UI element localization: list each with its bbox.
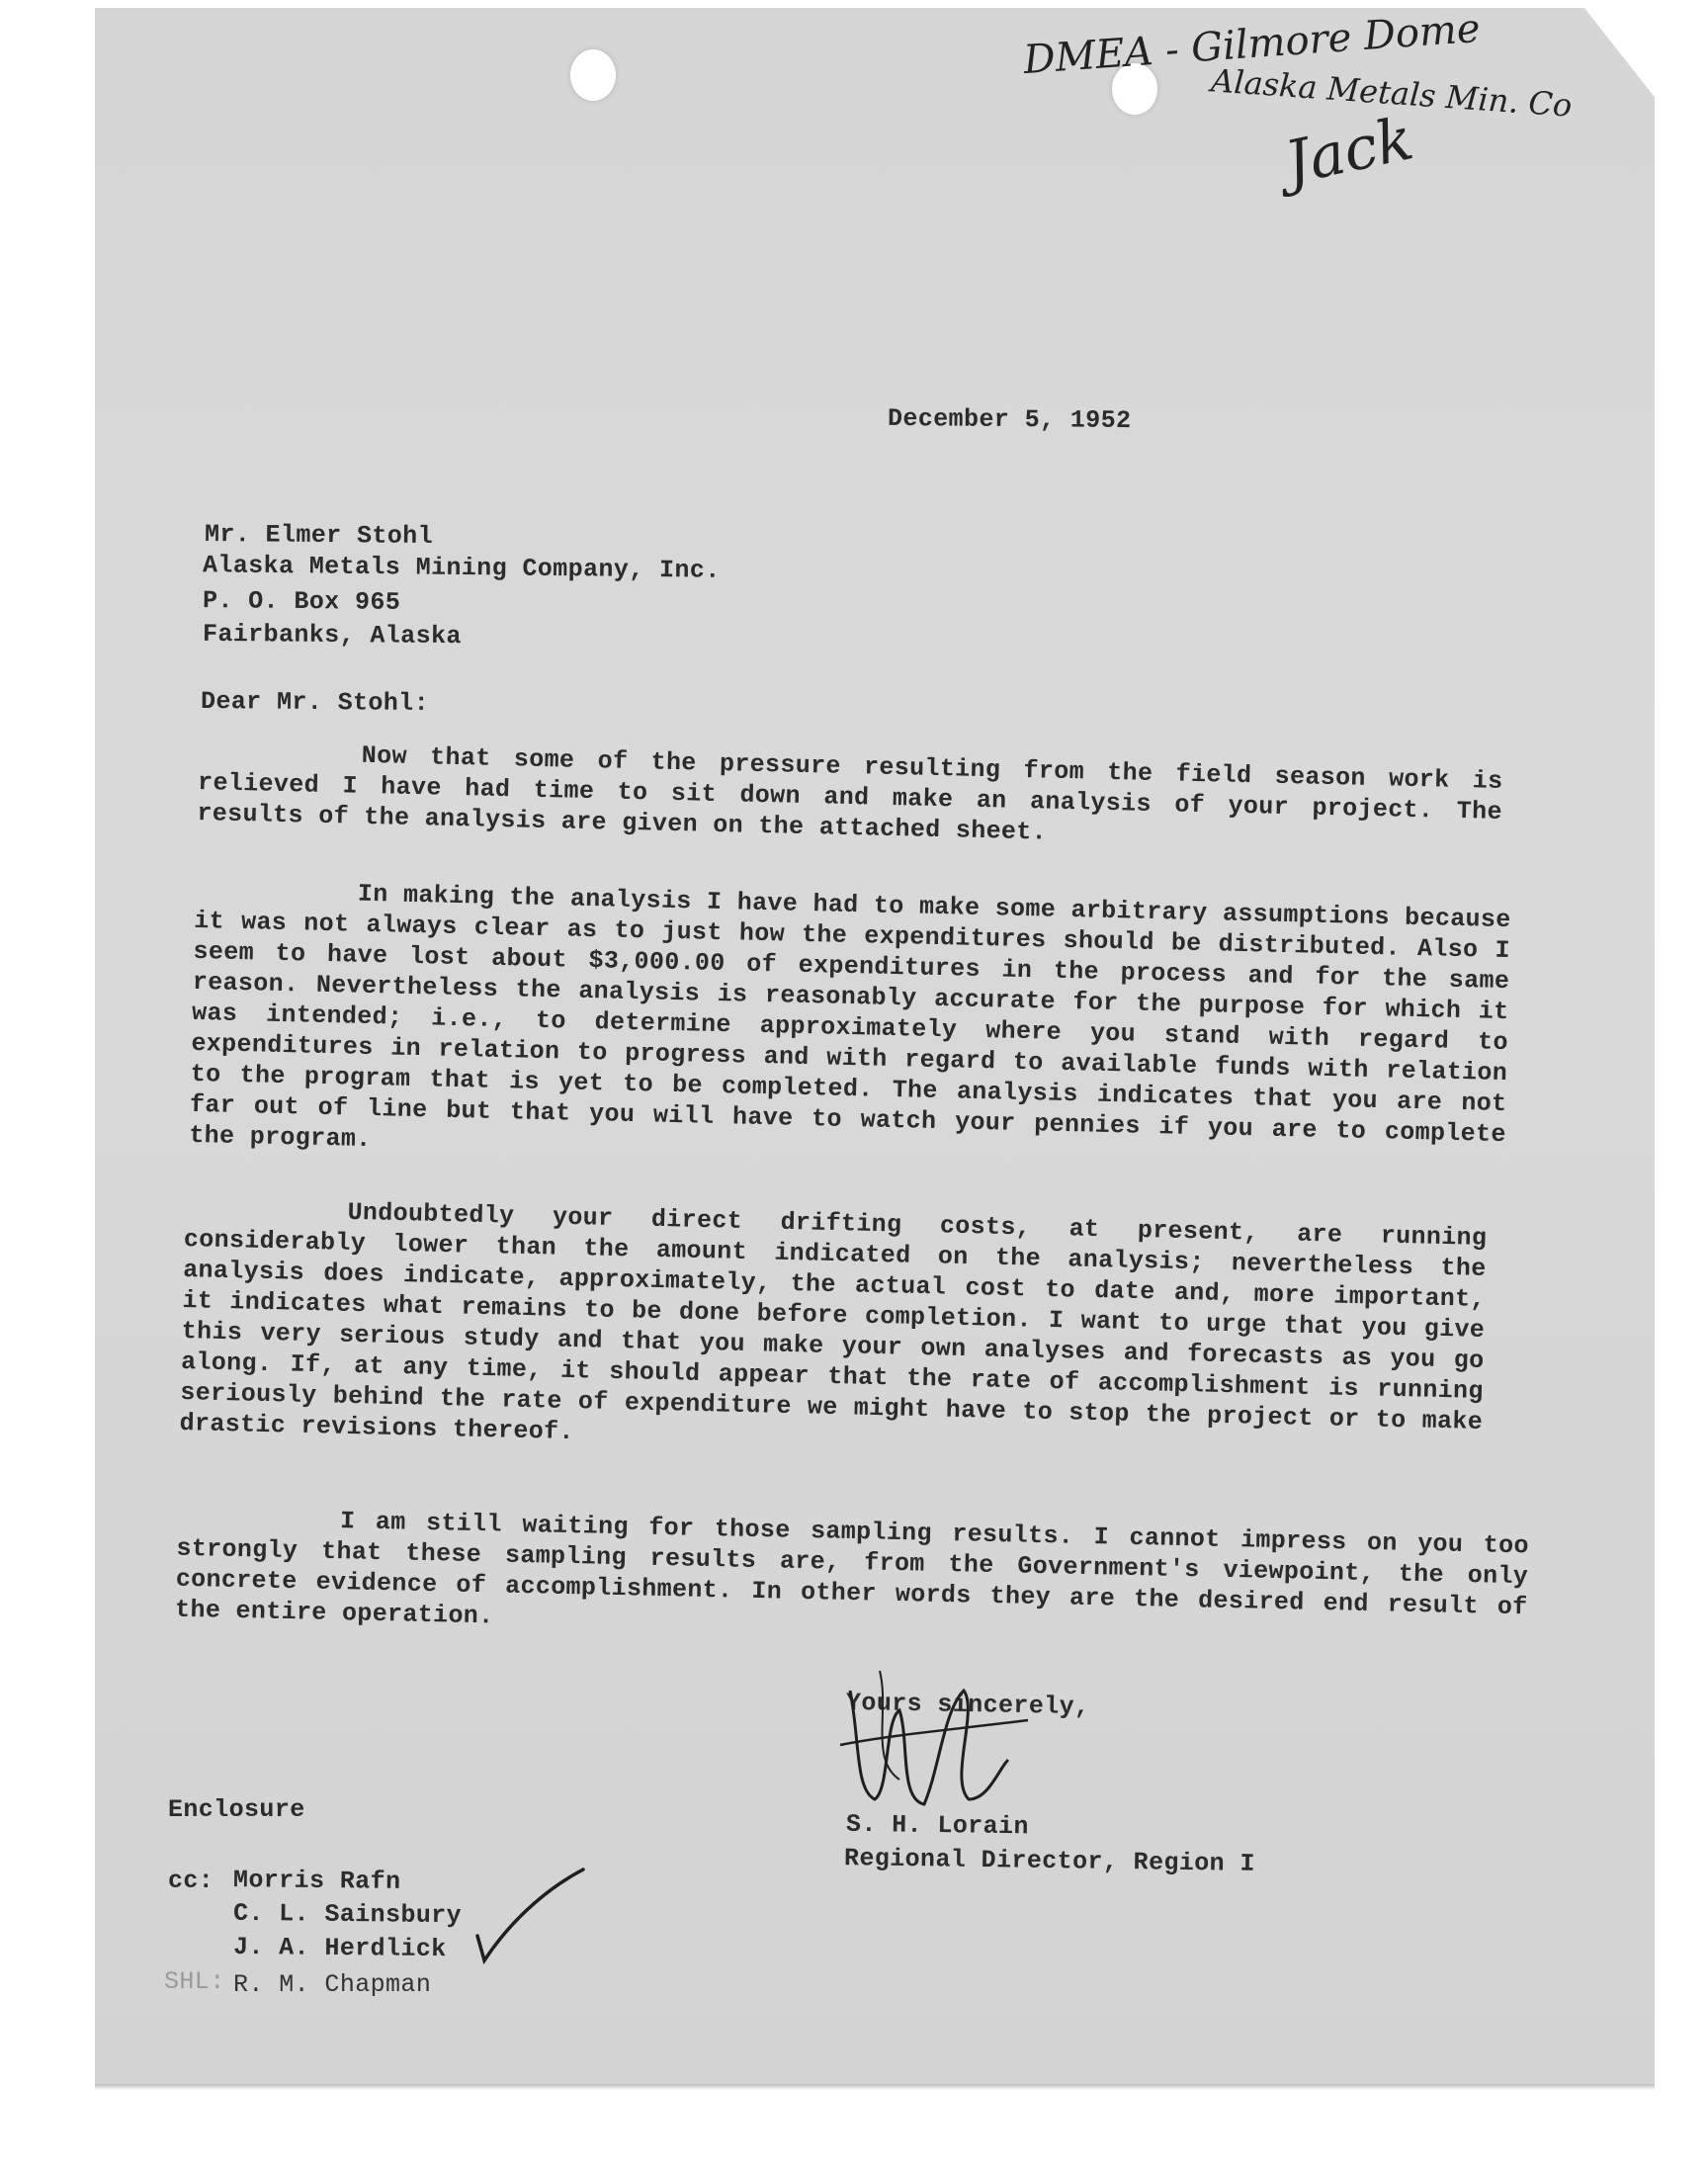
recipient-company: Alaska Metals Mining Company, Inc. xyxy=(202,551,721,585)
body-paragraph-3: Undoubtedly your direct drifting costs, at present, are running considerably lower than the amount indicated on the analysis; nevertheless the analysis does indicate, approximately, the actual cost to date and, more important, it indicates what remains to be done before completion. I want to urge that you give this very serious study and that you make your own analyses and forecasts as you go along. If, at any time, it should appear that the rate of accomplishment is running seriously behind the rate of expenditure we might have to stop the project or to make drastic revisions thereof. xyxy=(179,1197,1488,1447)
paper-edge-shadow xyxy=(95,2084,1655,2090)
punch-hole-left xyxy=(570,49,616,101)
cc-name-1: Morris Rafn xyxy=(232,1866,401,1896)
body-paragraph-1: Now that some of the pressure resulting from the field season work is relieved I have had time to sit down and make an analysis of your project. The results of the analysis are given on the attached sheet. xyxy=(197,740,1503,847)
enclosure-label: Enclosure xyxy=(168,1795,305,1824)
cc-name-2: C. L. Sainsbury xyxy=(232,1898,463,1931)
letter-date: December 5, 1952 xyxy=(887,403,1132,436)
signature xyxy=(830,1651,1068,1819)
recipient-city: Fairbanks, Alaska xyxy=(202,619,462,652)
checkmark xyxy=(472,1867,591,1965)
signer-title: Regional Director, Region I xyxy=(843,1844,1256,1878)
cc-label: cc: xyxy=(168,1867,214,1895)
salutation: Dear Mr. Stohl: xyxy=(200,686,430,719)
reference-name: R. M. Chapman xyxy=(233,1970,432,1999)
handwritten-note-line2: Alaska Metals Min. Co xyxy=(1210,61,1574,125)
signer-name: S. H. Lorain xyxy=(845,1809,1030,1842)
body-paragraph-2: In making the analysis I have had to make some arbitrary assumptions because it was not always clear as to just how the expenditures should be distributed. Also I seem to have lost about $3,000.00 of expenditures in the process and for the same reason. Nevertheless the analysis is reasonably accurate for the purpose for which it was intended; i.e., to determine approximately where you stand with regard to expenditures in relation to progress and with regard to available funds with relation to the program that is yet to be completed. The analysis indicates that you are not far out of line but that you will have to watch your pennies if you are to complete the program. xyxy=(189,879,1511,1155)
reference-initials: SHL: xyxy=(164,1967,225,1996)
closing: Yours sincerely, xyxy=(845,1688,1090,1722)
handwritten-note-line1: DMEA - Gilmore Dome xyxy=(1021,5,1482,84)
body-paragraph-4: I am still waiting for those sampling results. I cannot impress on you too strongly that these sampling results are, from the Government's viewpoint, the only concrete evidence of accomplishment. In other words they are the desired end result of the entire operation. xyxy=(174,1507,1530,1631)
handwritten-initials: Jack xyxy=(1279,104,1419,199)
cc-name-3: J. A. Herdlick xyxy=(232,1932,447,1964)
recipient-address: P. O. Box 965 xyxy=(202,586,401,617)
recipient-name: Mr. Elmer Stohl xyxy=(204,519,434,552)
